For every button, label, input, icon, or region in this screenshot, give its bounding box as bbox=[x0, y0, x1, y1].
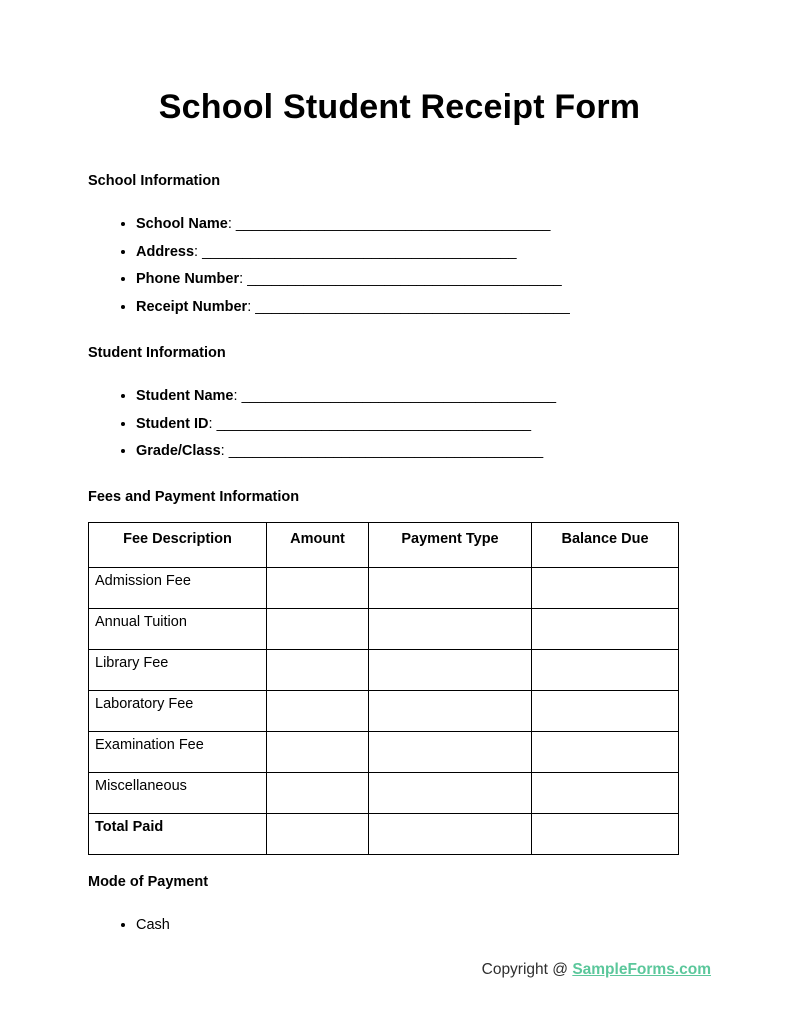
item-label: Phone Number bbox=[136, 271, 240, 287]
blank-line: _______________________________________ bbox=[247, 271, 562, 287]
balance-due-cell bbox=[532, 690, 679, 731]
copyright-text: Copyright @ bbox=[481, 961, 573, 978]
section-heading-fees-payment: Fees and Payment Information bbox=[88, 488, 300, 505]
item-label: Receipt Number bbox=[136, 298, 248, 315]
table-row-total bbox=[89, 813, 679, 854]
table-row bbox=[89, 608, 679, 649]
table-header-row bbox=[89, 522, 679, 567]
page-title: School Student Receipt Form bbox=[158, 88, 641, 126]
blank-line: _______________________________________ bbox=[255, 298, 570, 315]
list-item-student-id bbox=[136, 411, 711, 439]
fee-description-cell: Library Fee bbox=[89, 649, 267, 690]
payment-type-cell bbox=[369, 772, 532, 813]
amount-cell bbox=[267, 608, 369, 649]
fee-description-cell: Laboratory Fee bbox=[89, 690, 267, 731]
balance-due-cell bbox=[532, 649, 679, 690]
payment-type-cell bbox=[369, 567, 532, 608]
footer-link[interactable]: SampleForms.com bbox=[572, 961, 711, 978]
fees-table bbox=[88, 522, 679, 855]
item-separator: : bbox=[233, 388, 242, 404]
item-separator: : bbox=[194, 243, 203, 260]
balance-due-cell bbox=[532, 813, 679, 854]
fee-description-cell: Miscellaneous bbox=[89, 772, 267, 813]
column-header-fee-description: Fee Description bbox=[89, 522, 267, 567]
fee-description-cell: Annual Tuition bbox=[89, 608, 267, 649]
item-label: Address bbox=[136, 243, 195, 260]
amount-cell bbox=[267, 731, 369, 772]
list-item-cash: • Cash bbox=[136, 912, 711, 940]
section-heading-school-information: School Information bbox=[88, 173, 221, 189]
column-header-amount: Amount bbox=[267, 522, 369, 567]
table-row bbox=[89, 731, 679, 772]
list-item-receipt-number bbox=[136, 294, 711, 322]
item-separator: : bbox=[208, 415, 217, 432]
section-heading-student-information: Student Information bbox=[88, 345, 226, 361]
blank-line: _______________________________________ bbox=[228, 443, 544, 459]
balance-due-cell bbox=[532, 731, 679, 772]
column-header-payment-type: Payment Type bbox=[369, 522, 532, 567]
list-item-student-name bbox=[136, 383, 711, 411]
blank-line: _______________________________________ bbox=[202, 243, 517, 260]
list-item-phone-number bbox=[136, 266, 711, 294]
amount-cell bbox=[267, 813, 369, 854]
payment-mode-list bbox=[88, 912, 711, 940]
item-separator: : bbox=[220, 443, 229, 459]
amount-cell bbox=[267, 690, 369, 731]
blank-line: _______________________________________ bbox=[235, 216, 551, 232]
fee-description-cell: Admission Fee bbox=[89, 567, 267, 608]
list-item-grade-class bbox=[136, 438, 711, 466]
payment-type-cell bbox=[369, 608, 532, 649]
payment-type-cell bbox=[369, 731, 532, 772]
list-item-address bbox=[136, 239, 711, 267]
amount-cell bbox=[267, 772, 369, 813]
item-separator: : bbox=[239, 271, 248, 287]
list-item-school-name bbox=[136, 211, 711, 239]
item-label: Student Name bbox=[136, 388, 234, 404]
blank-line: _______________________________________ bbox=[216, 415, 532, 432]
item-label: School Name bbox=[136, 216, 228, 232]
blank-line: _______________________________________ bbox=[241, 388, 557, 404]
column-header-balance-due: Balance Due bbox=[532, 522, 679, 567]
amount-cell bbox=[267, 649, 369, 690]
school-info-list bbox=[88, 211, 711, 321]
section-heading-mode-of-payment: Mode of Payment bbox=[88, 873, 209, 890]
item-separator: : bbox=[227, 216, 236, 232]
balance-due-cell bbox=[532, 567, 679, 608]
table-row bbox=[89, 772, 679, 813]
item-separator: : bbox=[247, 298, 256, 315]
table-row bbox=[89, 649, 679, 690]
payment-type-cell bbox=[369, 649, 532, 690]
fee-description-cell: Total Paid bbox=[89, 813, 267, 854]
table-row bbox=[89, 567, 679, 608]
footer bbox=[88, 959, 711, 981]
item-label: Student ID bbox=[136, 415, 209, 432]
amount-cell bbox=[267, 567, 369, 608]
item-label: Grade/Class bbox=[136, 443, 221, 459]
payment-type-cell bbox=[369, 690, 532, 731]
balance-due-cell bbox=[532, 772, 679, 813]
student-info-list bbox=[88, 383, 711, 466]
fee-description-cell: Examination Fee bbox=[89, 731, 267, 772]
balance-due-cell bbox=[532, 608, 679, 649]
table-row bbox=[89, 690, 679, 731]
payment-type-cell bbox=[369, 813, 532, 854]
